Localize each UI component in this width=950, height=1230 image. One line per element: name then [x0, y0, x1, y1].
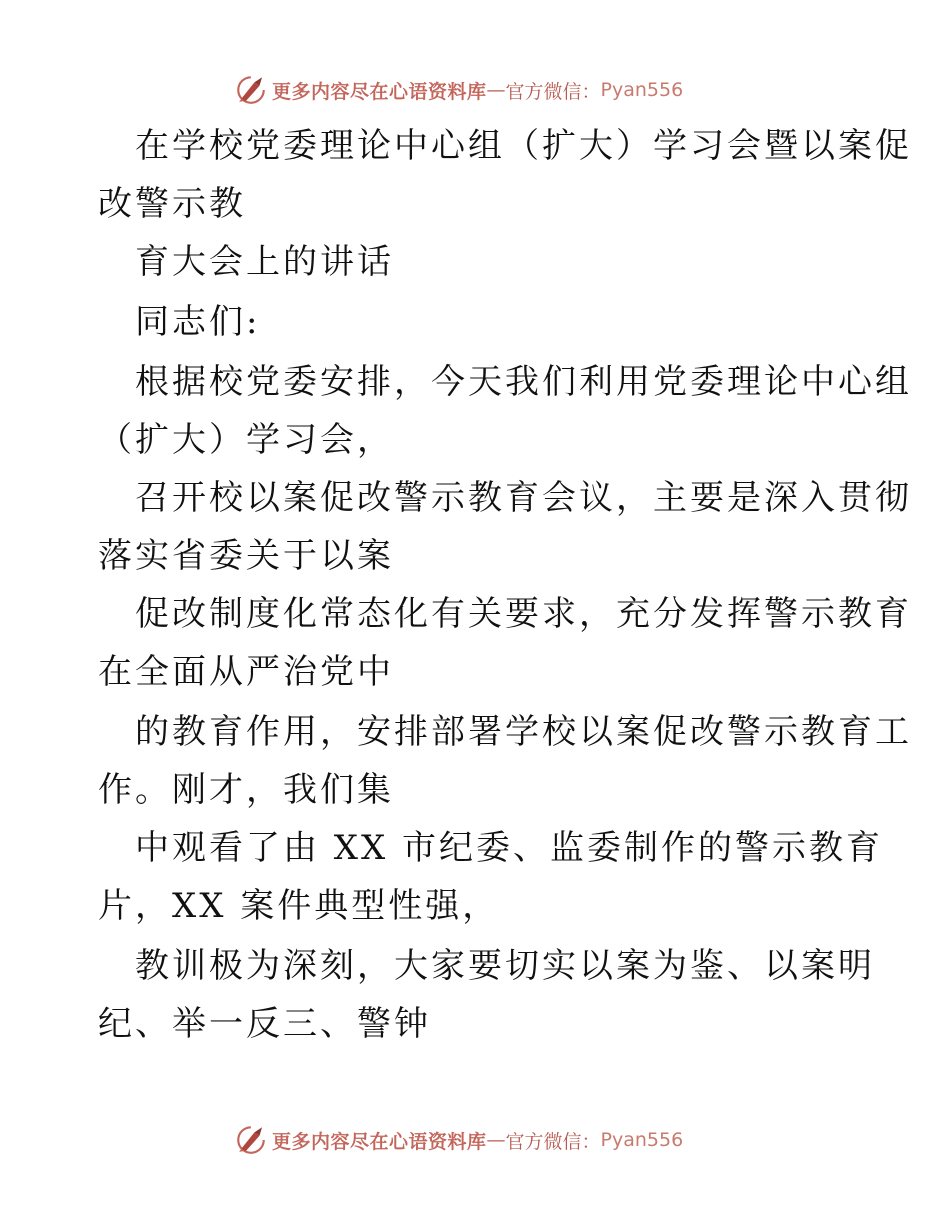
- text-line: 育大会上的讲话: [135, 242, 394, 282]
- footer-wechat-id: Pyan556: [600, 1129, 684, 1151]
- text-line: 同志们:: [135, 302, 261, 342]
- text-line: 的教育作用，安排部署学校以案促改警示教育工: [135, 712, 912, 752]
- text-line: 改警示教: [98, 184, 246, 224]
- footer-banner: [234, 1122, 683, 1158]
- text-line: （扩大）学习会，: [98, 420, 394, 460]
- text-line: 落实省委关于以案: [98, 536, 394, 576]
- text-line: 召开校以案促改警示教育会议，主要是深入贯彻: [135, 478, 912, 518]
- text-line: 根据校党委安排，今天我们利用党委理论中心组: [135, 362, 912, 402]
- footer-brand: 更多内容尽在心语资料库: [272, 1130, 487, 1153]
- quill-pen-logo-icon: [234, 1123, 268, 1157]
- footer-wechat-label: 官方微信：: [505, 1130, 601, 1153]
- text-line: 教训极为深刻，大家要切实以案为鉴、以案明: [135, 946, 875, 986]
- text-line: 纪、举一反三、警钟: [98, 1004, 431, 1044]
- footer-separator: —: [486, 1129, 506, 1151]
- text-line: 在全面从严治党中: [98, 652, 394, 692]
- text-line: 片，XX 案件典型性强，: [98, 886, 500, 926]
- header-wechat-id: Pyan556: [600, 79, 684, 101]
- text-line: 促改制度化常态化有关要求，充分发挥警示教育: [135, 594, 912, 634]
- header-wechat-label: 官方微信：: [505, 80, 601, 103]
- text-line: 在学校党委理论中心组（扩大）学习会暨以案促: [135, 126, 912, 166]
- header-separator: —: [486, 79, 506, 101]
- header-brand: 更多内容尽在心语资料库: [272, 80, 487, 103]
- text-line: 作。刚才，我们集: [98, 770, 394, 810]
- text-line: 中观看了由 XX 市纪委、监委制作的警示教育: [135, 828, 884, 868]
